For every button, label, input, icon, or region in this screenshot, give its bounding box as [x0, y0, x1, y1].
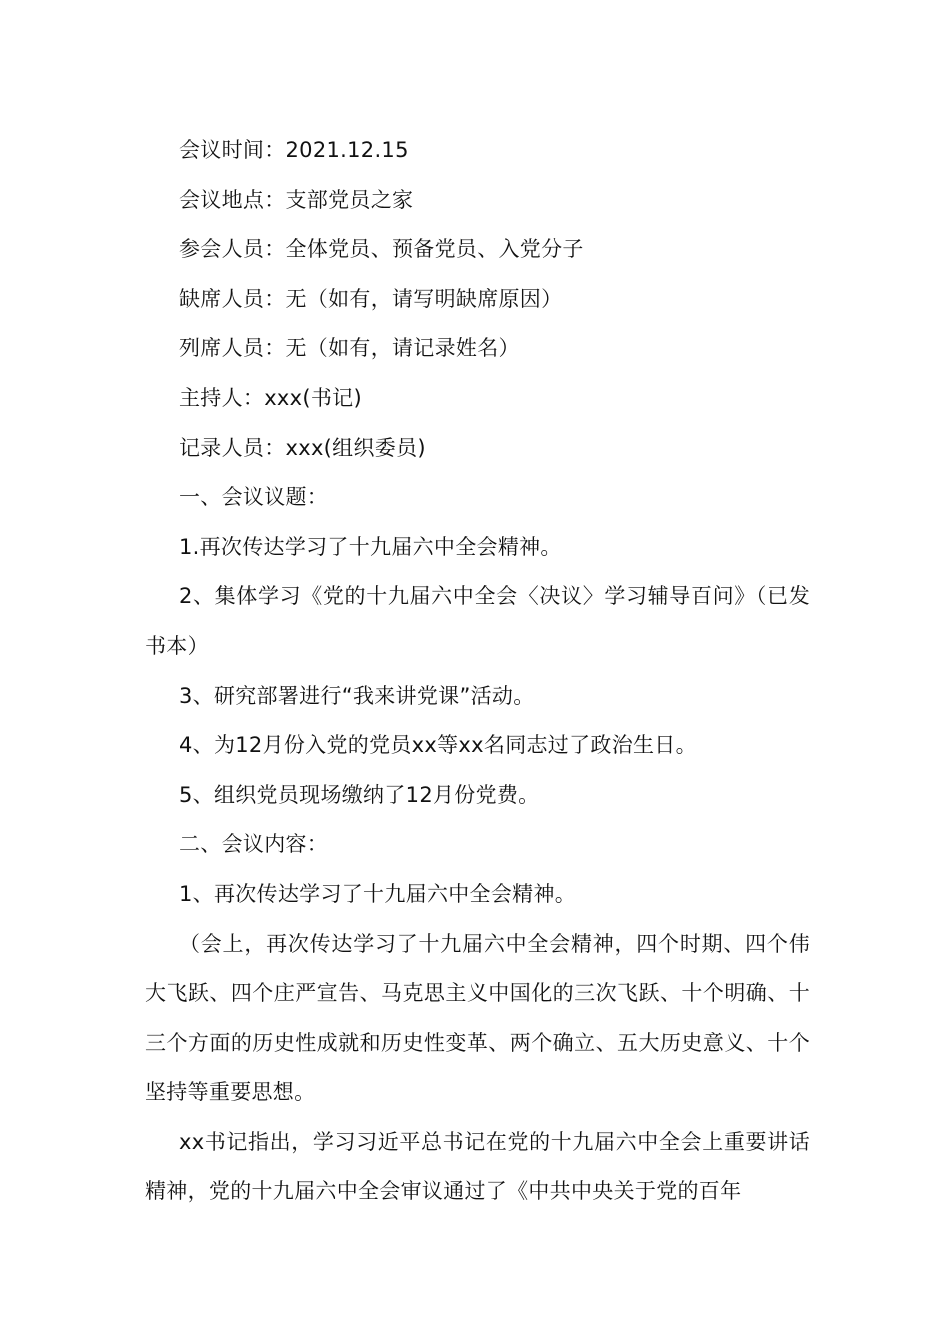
meeting-location: 会议地点：支部党员之家	[179, 187, 414, 212]
absentees: 缺席人员：无（如有，请写明缺席原因）	[179, 286, 563, 311]
agenda-item-4: 4、为12月份入党的党员xx等xx名同志过了政治生日。	[179, 733, 697, 758]
agenda-item-1: 1.再次传达学习了十九届六中全会精神。	[179, 534, 562, 559]
section-heading-content: 二、会议内容：	[179, 832, 329, 857]
host: 主持人：xxx(书记)	[179, 385, 362, 410]
attendees: 参会人员：全体党员、预备党员、入党分子	[179, 237, 584, 262]
section-heading-agenda: 一、会议议题：	[179, 485, 329, 510]
observers: 列席人员：无（如有，请记录姓名）	[179, 336, 520, 361]
content-paragraph-2: xx书记指出，学习习近平总书记在党的十九届六中全会上重要讲话精神，党的十九届六中全会审议通过了《中共中央关于党的百年	[145, 1129, 810, 1204]
recorder: 记录人员：xxx(组织委员)	[179, 435, 426, 460]
agenda-item-3: 3、研究部署进行“我来讲党课”活动。	[179, 683, 535, 708]
agenda-item-5: 5、组织党员现场缴纳了12月份党费。	[179, 782, 540, 807]
agenda-item-2: 2、集体学习《党的十九届六中全会〈决议〉学习辅导百问》（已发书本）	[145, 584, 810, 658]
document-body	[145, 126, 810, 1217]
meeting-time: 会议时间：2021.12.15	[179, 138, 409, 162]
content-paragraph-1: （会上，再次传达学习了十九届六中全会精神，四个时期、四个伟大飞跃、四个庄严宣告、马克思主义中国化的三次飞跃、十个明确、十三个方面的历史性成就和历史性变革、两个确立、五大历史意义、十个坚持等重要思想。	[145, 931, 810, 1105]
content-item-1: 1、再次传达学习了十九届六中全会精神。	[179, 881, 577, 906]
